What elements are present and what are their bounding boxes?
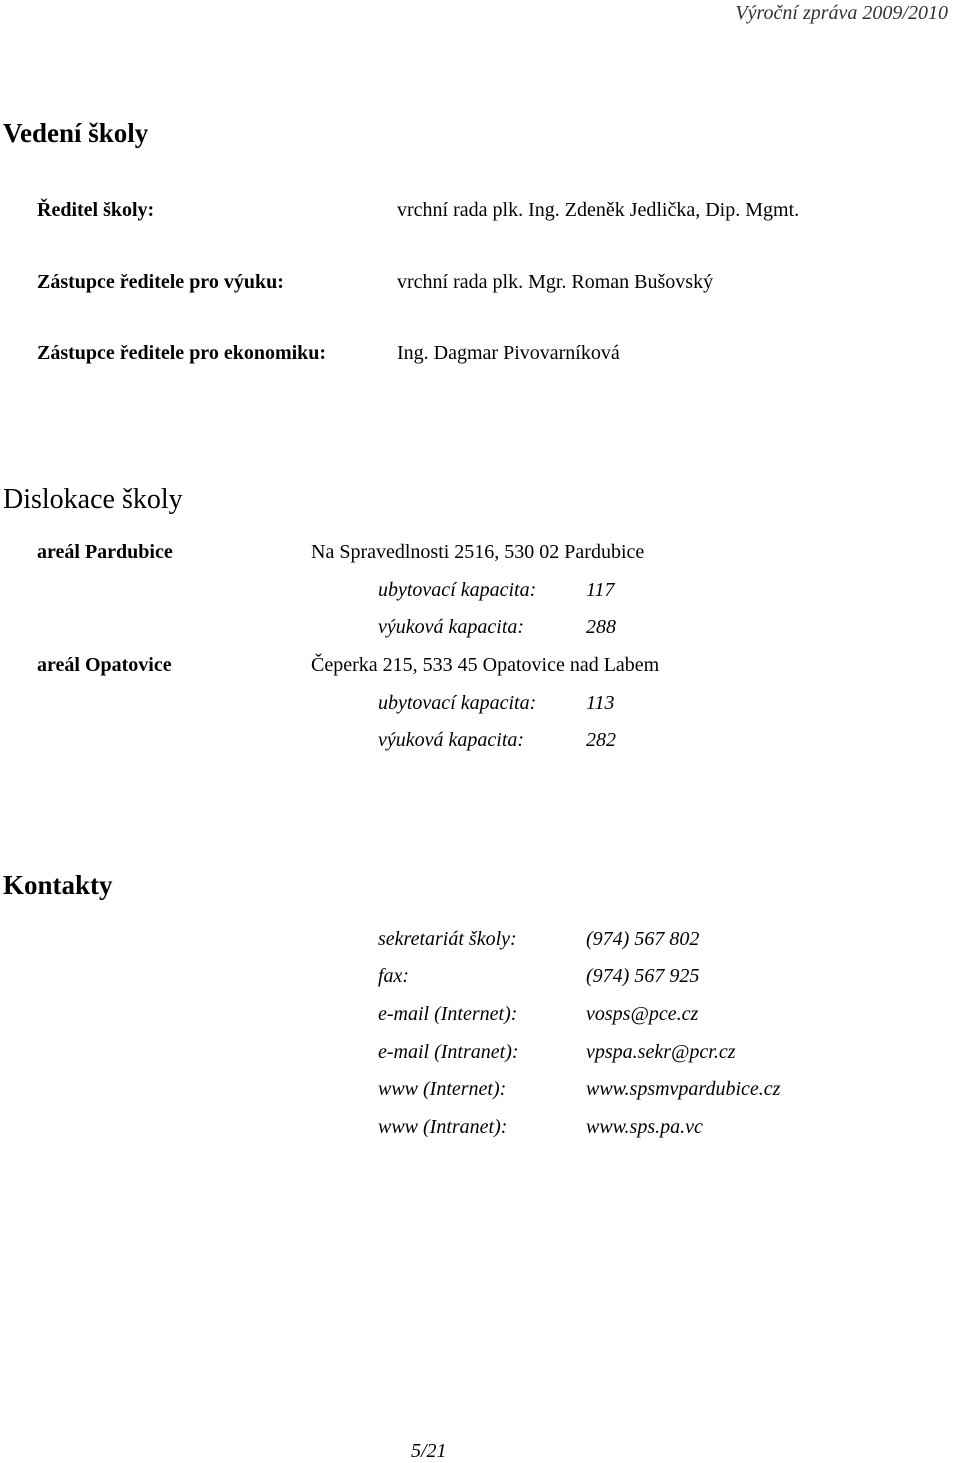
- deputy-economy-label: Zástupce ředitele pro ekonomiku:: [37, 342, 327, 364]
- management-heading: Vedení školy: [3, 118, 149, 148]
- contact-email-intranet-label: e-mail (Intranet):: [378, 1041, 519, 1063]
- contact-email-internet-label: e-mail (Internet):: [378, 1003, 518, 1025]
- contact-fax-label: fax:: [378, 965, 410, 987]
- contact-email-intranet-value[interactable]: vpspa.sekr@pcr.cz: [586, 1041, 736, 1063]
- deputy-teaching-value: vrchní rada plk. Mgr. Roman Bušovský: [397, 271, 714, 293]
- contact-secretariat-label: sekretariát školy:: [378, 928, 517, 950]
- site-pardubice-address: Na Spravedlnosti 2516, 530 02 Pardubice: [311, 541, 645, 563]
- deputy-economy-value: Ing. Dagmar Pivovarníková: [397, 342, 620, 364]
- contact-www-internet-label: www (Internet):: [378, 1078, 507, 1100]
- contacts-heading: Kontakty: [3, 870, 113, 900]
- site-pardubice-teaching-label: výuková kapacita:: [378, 616, 525, 638]
- director-label: Ředitel školy:: [37, 199, 155, 221]
- page-number: 5/21: [411, 1440, 447, 1462]
- contact-www-intranet-label: www (Intranet):: [378, 1116, 508, 1138]
- contact-email-internet-value[interactable]: vosps@pce.cz: [586, 1003, 699, 1025]
- contact-www-internet-value[interactable]: www.spsmvpardubice.cz: [586, 1078, 781, 1100]
- contact-www-intranet-value[interactable]: www.sps.pa.vc: [586, 1116, 703, 1138]
- site-pardubice-name: areál Pardubice: [37, 541, 173, 563]
- running-header: Výroční zpráva 2009/2010: [735, 2, 948, 24]
- site-opatovice-name: areál Opatovice: [37, 654, 172, 676]
- site-opatovice-accommodation-value: 113: [586, 692, 615, 714]
- site-pardubice-accommodation-label: ubytovací kapacita:: [378, 579, 537, 601]
- deputy-teaching-label: Zástupce ředitele pro výuku:: [37, 271, 284, 293]
- locations-heading: Dislokace školy: [3, 484, 183, 515]
- site-pardubice-accommodation-value: 117: [586, 579, 615, 601]
- contact-fax-value: (974) 567 925: [586, 965, 700, 987]
- site-opatovice-teaching-value: 282: [586, 729, 616, 751]
- site-opatovice-accommodation-label: ubytovací kapacita:: [378, 692, 537, 714]
- director-value: vrchní rada plk. Ing. Zdeněk Jedlička, Dip. Mgmt.: [397, 199, 800, 221]
- contact-secretariat-value: (974) 567 802: [586, 928, 700, 950]
- site-opatovice-address: Čeperka 215, 533 45 Opatovice nad Labem: [311, 654, 660, 676]
- site-opatovice-teaching-label: výuková kapacita:: [378, 729, 525, 751]
- site-pardubice-teaching-value: 288: [586, 616, 616, 638]
